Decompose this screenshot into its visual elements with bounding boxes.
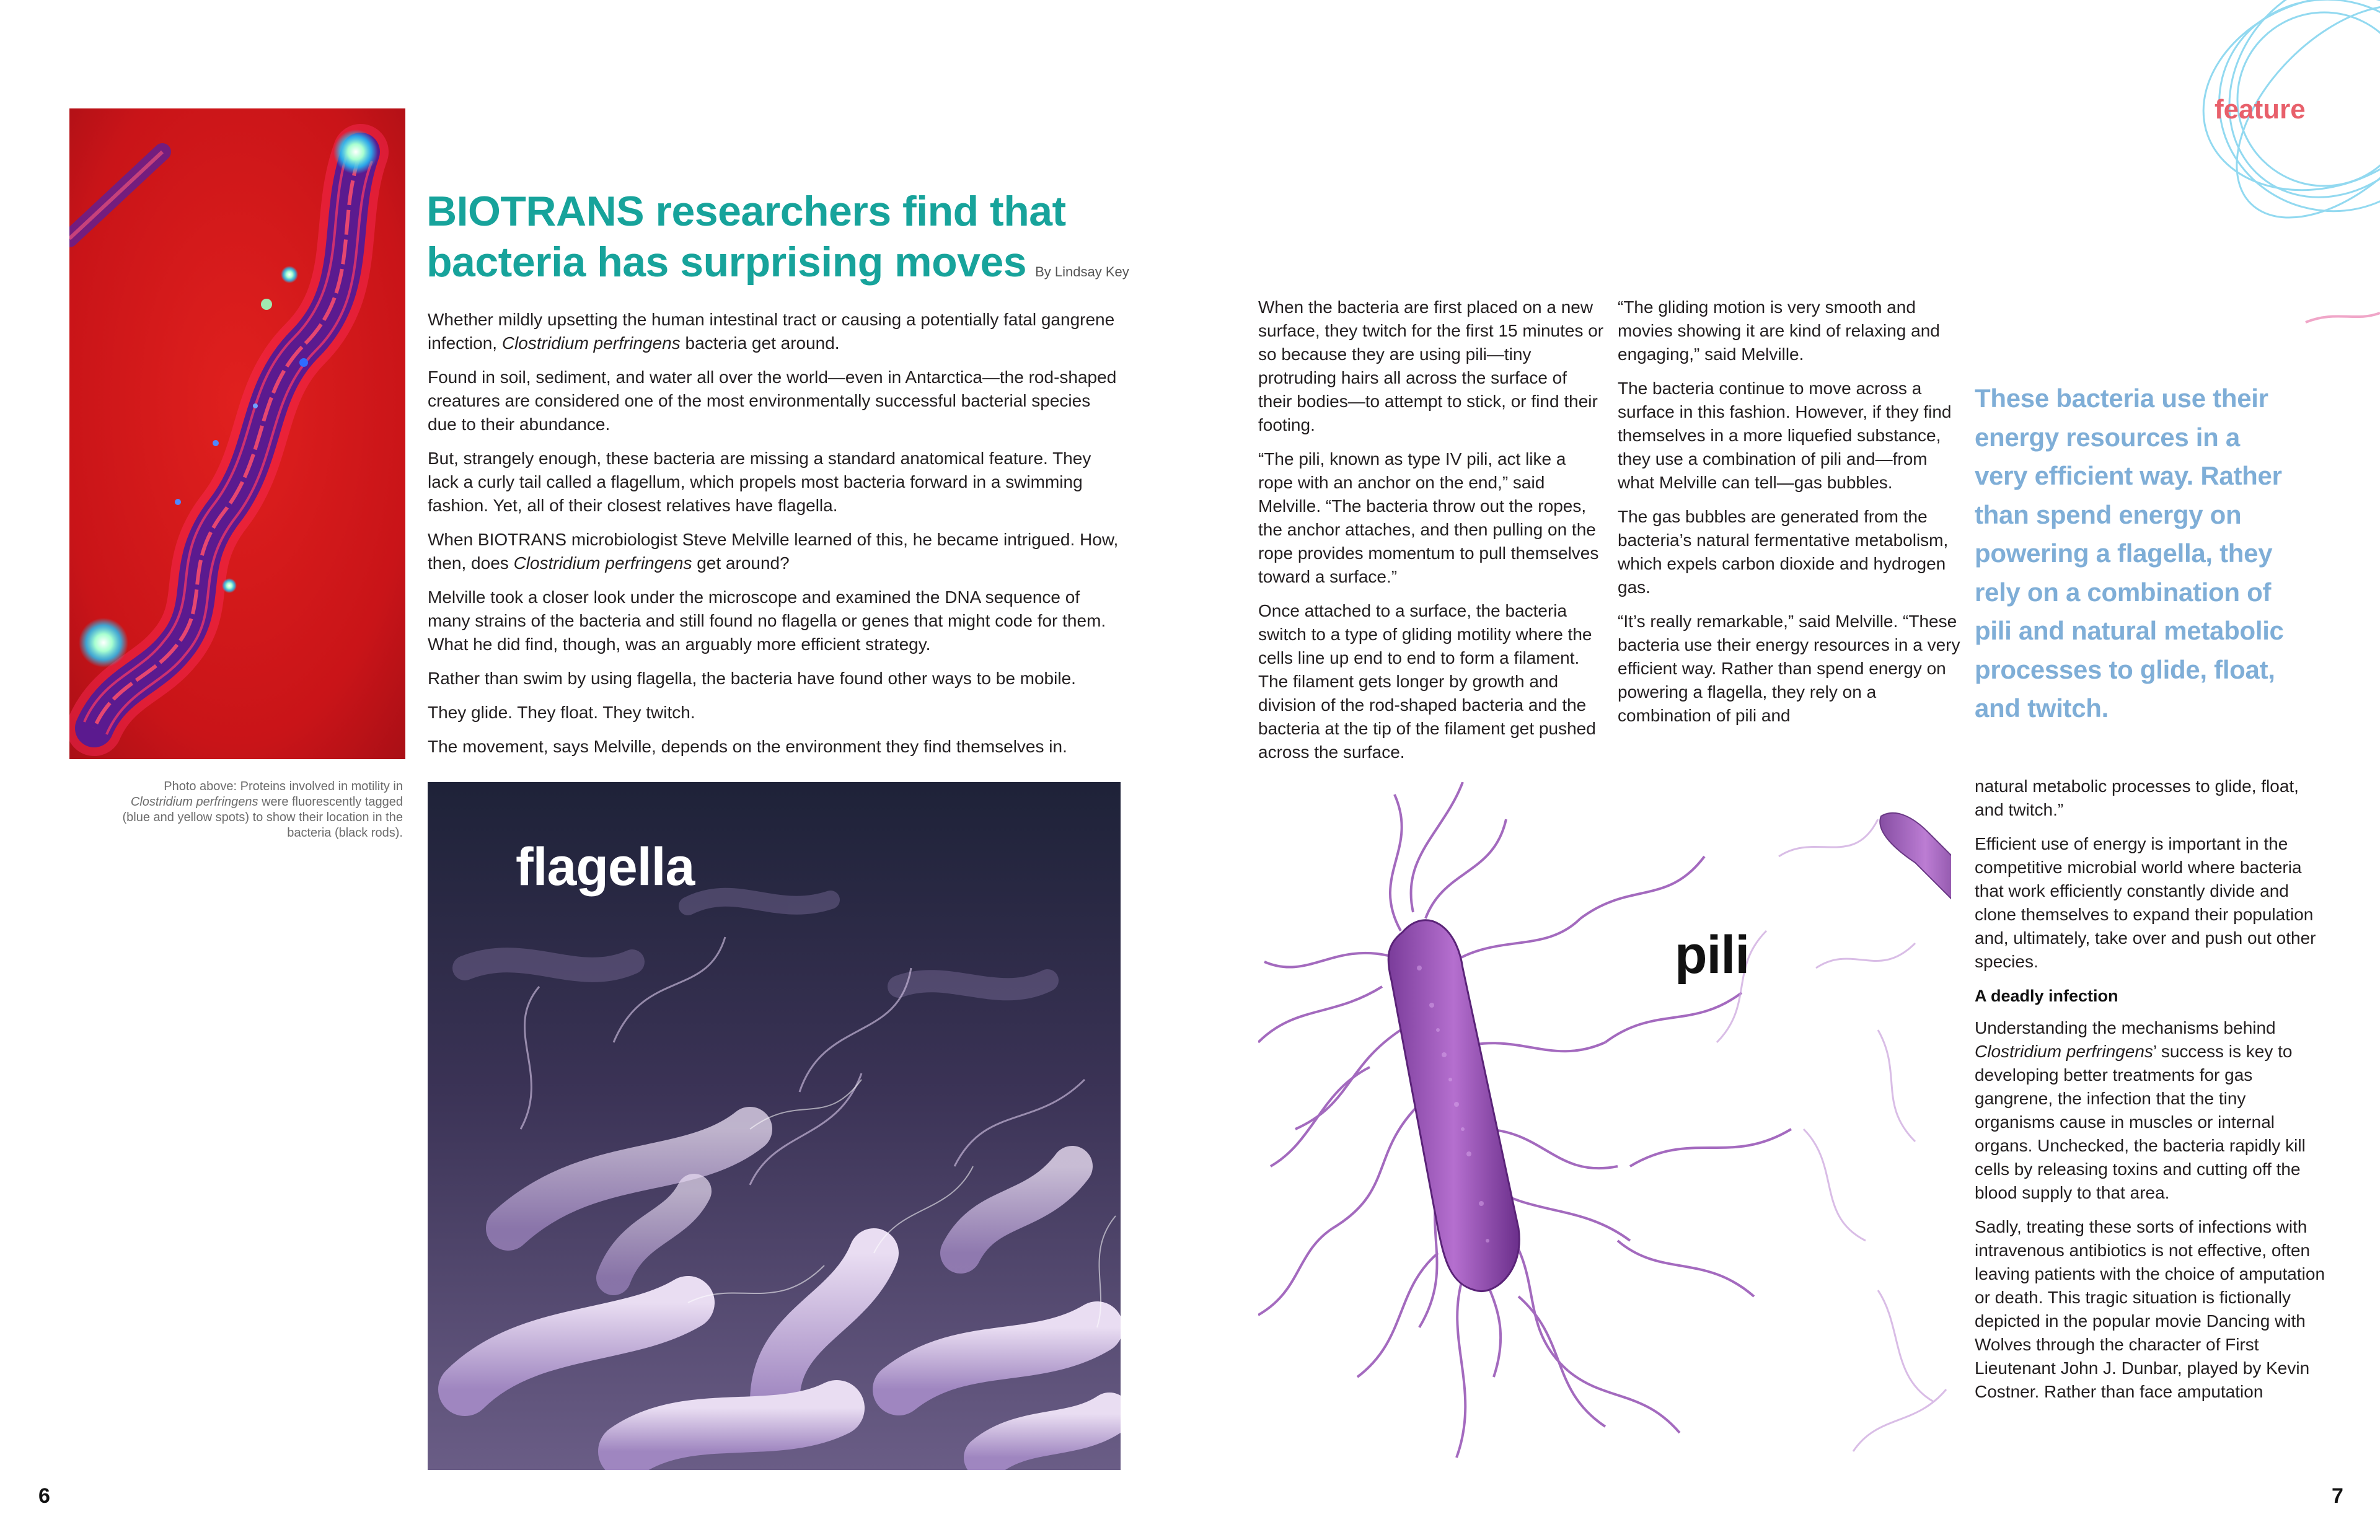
- byline: By Lindsay Key: [1035, 264, 1129, 279]
- article-body-left: [428, 308, 1119, 769]
- paragraph: Sadly, treating these sorts of infections with intravenous antibiotics is not effective, often leaving patients with the choice of amputation or death. This tragic situation is fictionally depicted in the popular movie Dancing with Wolves through the character of First Lieutenant John J. Dunbar, played by Kevin Costner. Rather than face amputation: [1975, 1217, 2325, 1401]
- paragraph: “The gliding motion is very smooth and movies showing it are kind of relaxing and engaging,” said Melville.: [1618, 297, 1940, 364]
- subhead: A deadly infection: [1975, 987, 2118, 1005]
- headline-line-1: BIOTRANS researchers find that: [426, 188, 1066, 235]
- photo-caption: Photo above: Proteins involved in motility in Clostridium perfringens were fluorescently tagged (blue and yellow spots) to show their location in the bacteria (black rods).: [122, 780, 403, 840]
- paragraph: Once attached to a surface, the bacteria switch to a type of gliding motility where the cells line up end to end to form a filament. The filament gets longer by growth and division of the rod-shaped bacteria and the bacteria at the tip of the filament get pushed across the surface.: [1258, 601, 1596, 762]
- paragraph: Understanding the mechanisms behind Clostridium perfringens’ success is key to developing better treatments for gas gangrene, the infection that the tiny organisms cause in muscles or internal organs. Unchecked, the bacteria rapidly kill cells by releasing toxins and cutting off the blood supply to that area.: [1975, 1018, 2306, 1202]
- flagella-label: flagella: [516, 837, 695, 897]
- decorative-swirl: [2120, 0, 2380, 347]
- flagella-image: [428, 782, 1121, 1470]
- paragraph: Found in soil, sediment, and water all over the world—even in Antarctica—the rod-shaped creatures are considered one of the most environmentally successful bacterial species due to their abundance.: [428, 367, 1117, 434]
- headline-line-2: bacteria has surprising moves By Lindsay Key: [426, 239, 1129, 286]
- page-number-right: 7: [2332, 1484, 2343, 1508]
- paragraph: Melville took a closer look under the microscope and examined the DNA sequence of many strains of the bacteria and still found no flagella or genes that might code for them. What he did find, though, was an arguably more efficient strategy.: [428, 587, 1106, 654]
- headline: [426, 186, 1176, 297]
- pili-image: [1258, 782, 1951, 1470]
- paragraph: The gas bubbles are generated from the bacteria’s natural fermentative metabolism, which expels carbon dioxide and hydrogen gas.: [1618, 507, 1949, 597]
- microscopy-photo: [69, 108, 405, 759]
- right-page: [1190, 0, 2380, 1540]
- paragraph: natural metabolic processes to glide, float, and twitch.”: [1975, 777, 2299, 819]
- paragraph: But, strangely enough, these bacteria are missing a standard anatomical feature. They lack a curly tail called a flagellum, which propels most bacteria forward in a swimming fashion. Yet, all of their closest relatives have flagella.: [428, 449, 1091, 515]
- paragraph: When BIOTRANS microbiologist Steve Melville learned of this, he became intrigued. How, then, does Clostridium perfringens get around?: [428, 530, 1119, 573]
- pili-label: pili: [1675, 925, 1750, 985]
- paragraph: Rather than swim by using flagella, the bacteria have found other ways to be mobile.: [428, 669, 1076, 688]
- feature-tag: feature: [2215, 94, 2306, 125]
- page-number-left: 6: [38, 1484, 50, 1508]
- paragraph: Efficient use of energy is important in the competitive microbial world where bacteria that work efficiently constantly divide and clone themselves to expand their population and, ultimately, take over and push out other species.: [1975, 834, 2316, 971]
- article-column-3: [1975, 775, 2328, 1414]
- paragraph: They glide. They float. They twitch.: [428, 703, 695, 722]
- pull-quote: These bacteria use their energy resources in a very efficient way. Rather than spend energy on powering a flagella, they rely on a combination of pili and natural metabolic processes to glide, float, and twitch.: [1975, 384, 2284, 723]
- article-column-1: [1258, 296, 1605, 775]
- paragraph: When the bacteria are first placed on a new surface, they twitch for the first 15 minutes or so because they are using pili—tiny protruding hairs all across the surface of their bodies—to attempt to stick, or find their footing.: [1258, 297, 1604, 434]
- article-column-2: [1618, 296, 1965, 738]
- paragraph: “The pili, known as type IV pili, act like a rope with an anchor on the end,” said Melville. “The bacteria throw out the ropes, the anchor attaches, and then pulling on the rope provides momentum to pull themselves toward a surface.”: [1258, 449, 1599, 586]
- paragraph: The bacteria continue to move across a surface in this fashion. However, if they find themselves in a more liquefied substance, they use a combination of pili and—from what Melville can tell—gas bubbles.: [1618, 379, 1952, 492]
- paragraph: Whether mildly upsetting the human intestinal tract or causing a potentially fatal gangrene infection, Clostridium perfringens bacteria get around.: [428, 310, 1115, 353]
- paragraph: “It’s really remarkable,” said Melville. “These bacteria use their energy resources in a very efficient way. Rather than spend energy on powering a flagella, they rely on a combination of pili and: [1618, 612, 1960, 725]
- paragraph: The movement, says Melville, depends on the environment they find themselves in.: [428, 737, 1067, 756]
